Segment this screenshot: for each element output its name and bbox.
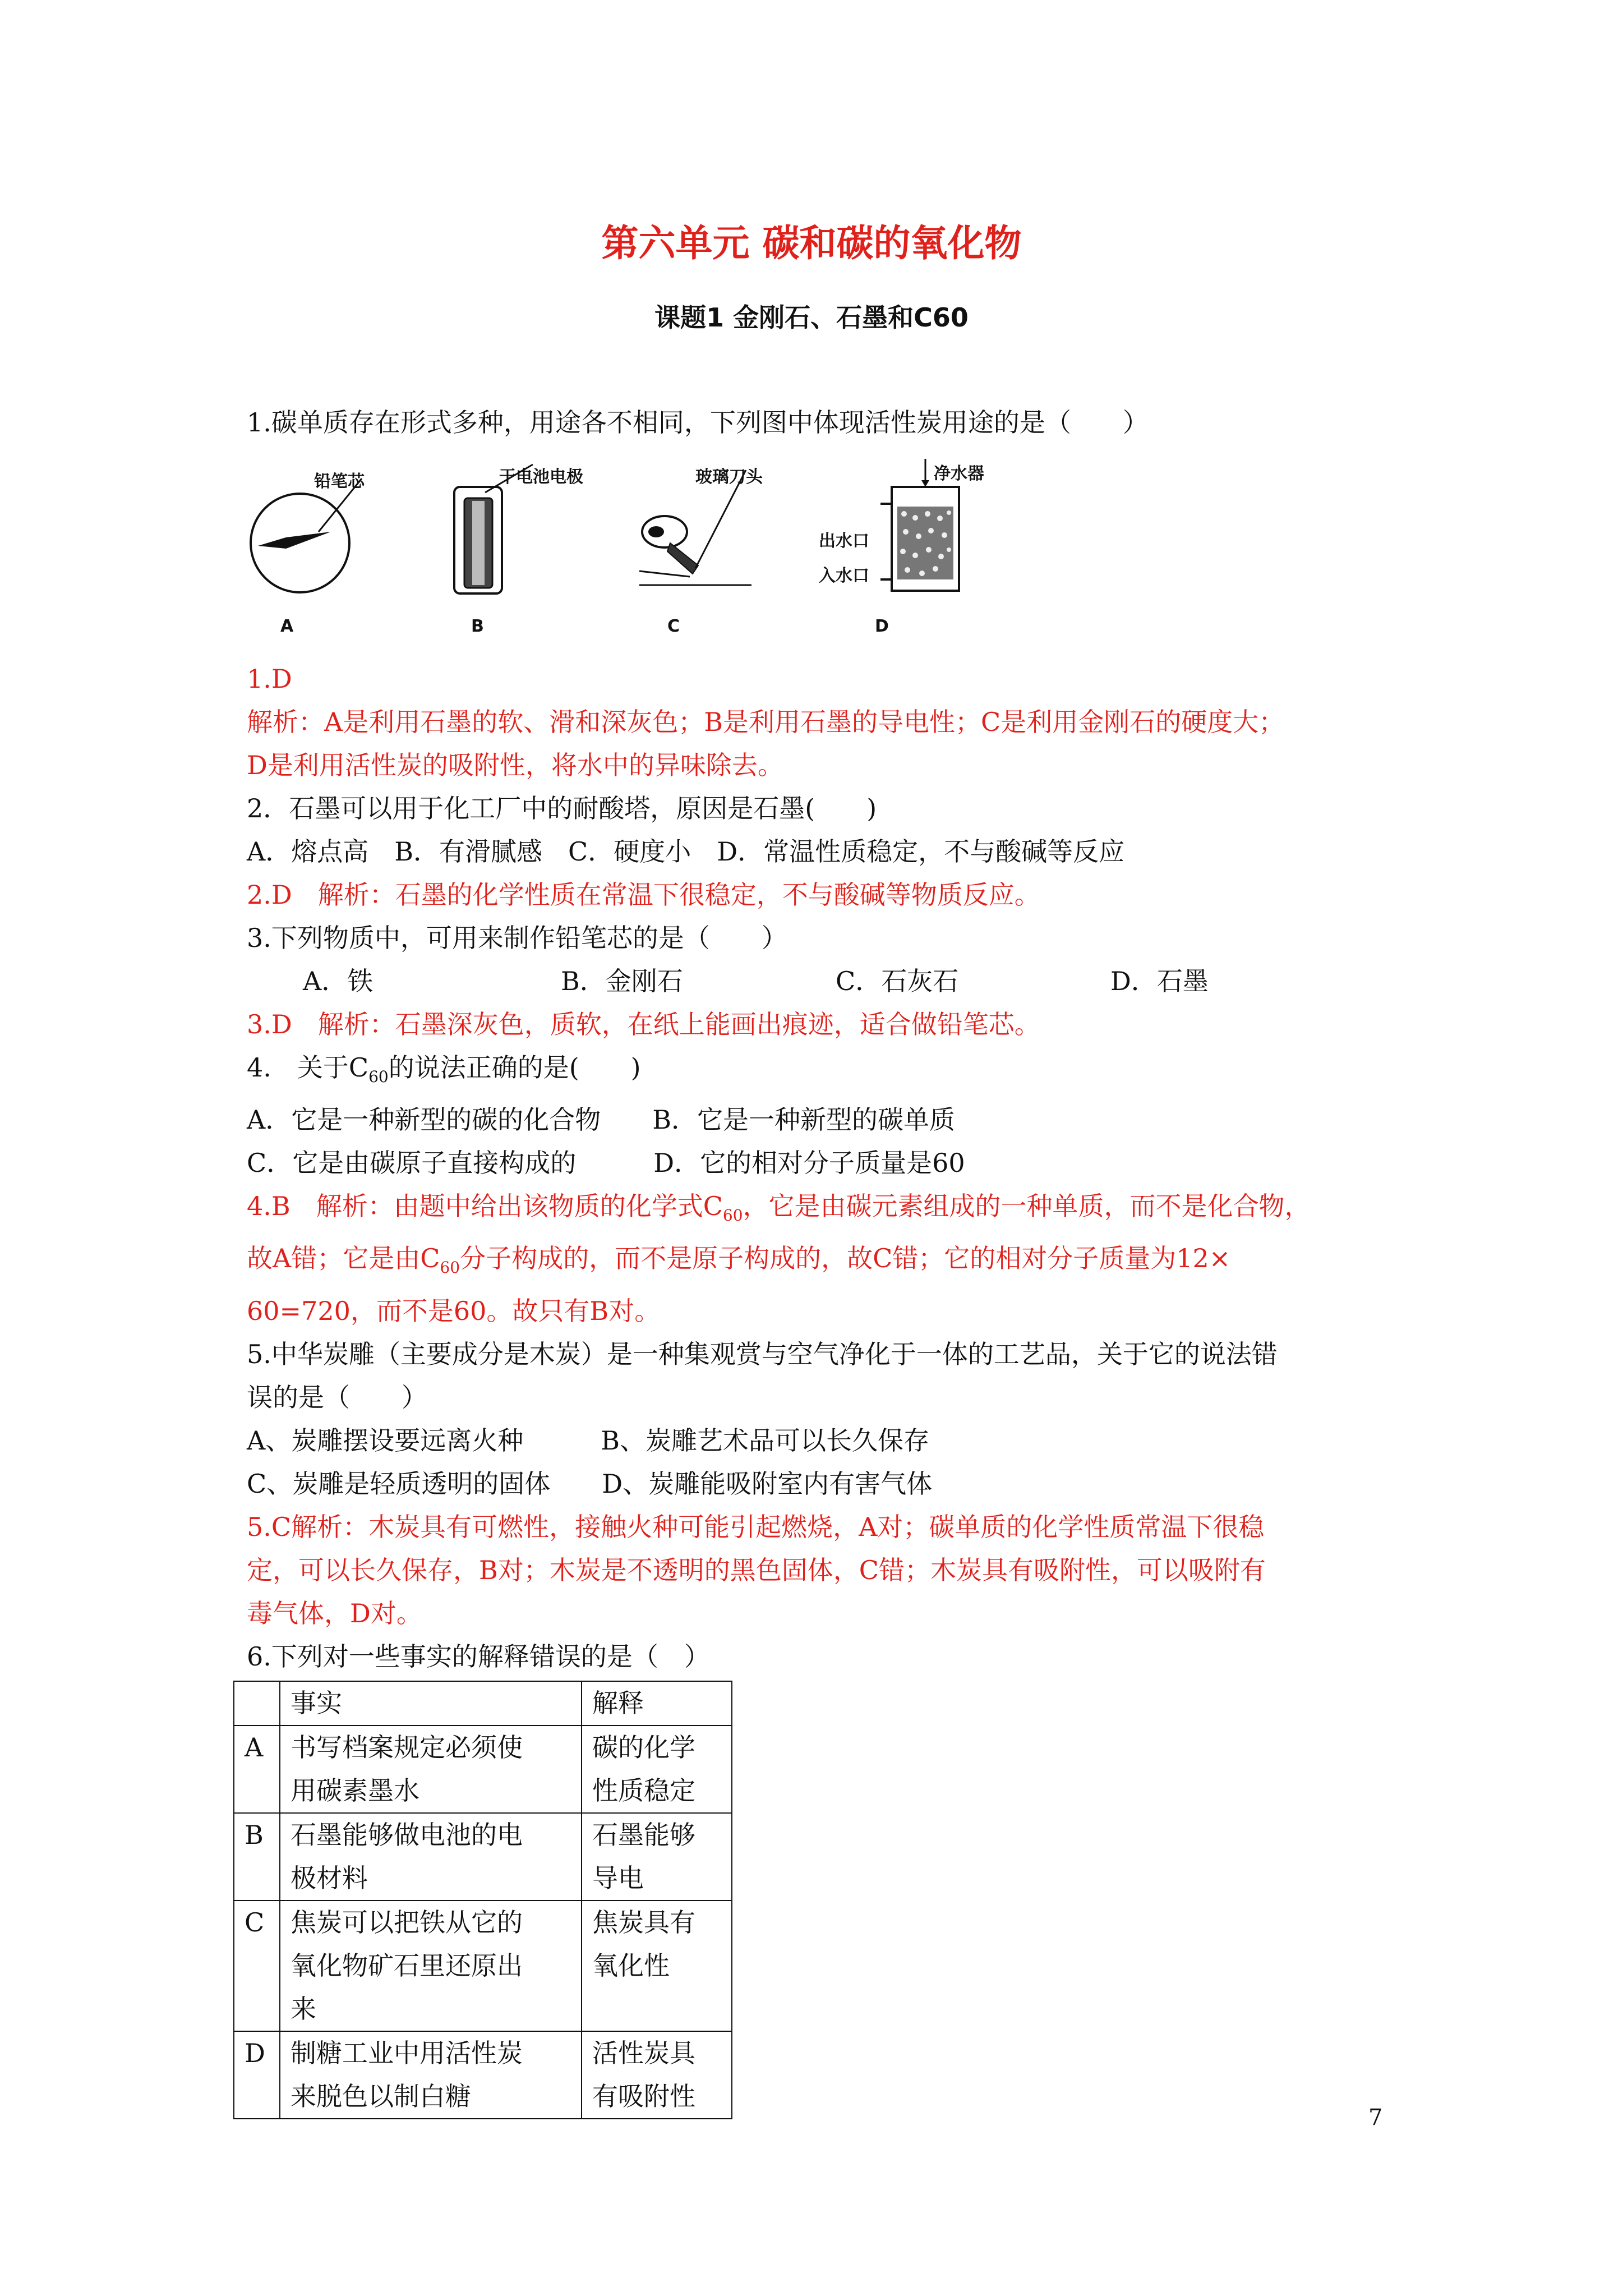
figure-a-label: 铅笔芯 — [314, 472, 365, 491]
q5-answer-line: 定，可以长久保存，B对；木炭是不透明的黑色固体，C错；木炭具有吸附性，可以吸附有 — [247, 1554, 1266, 1585]
q3-answer: 3.D 解析：石墨深灰色，质软，在纸上能画出痕迹，适合做铅笔芯。 — [247, 1009, 1040, 1039]
q3-options — [247, 960, 1402, 1003]
q4-answer-line3: 60=720，而不是60。故只有B对。 — [247, 1295, 661, 1326]
q1-figures — [247, 448, 1402, 655]
table-row — [234, 1901, 732, 2031]
row-letter: B — [234, 1813, 280, 1901]
q1-analysis-line: 解析：A是利用石墨的软、滑和深灰色；B是利用石墨的导电性；C是利用金刚石的硬度大； — [247, 707, 1285, 737]
content — [247, 401, 1402, 2119]
figure-d-letter: D — [875, 616, 889, 636]
q5-question-line: 误的是（ ） — [247, 1382, 427, 1412]
row-explanation: 碳的化学 性质稳定 — [582, 1726, 732, 1813]
row-letter: A — [234, 1726, 280, 1813]
figure-b-letter: B — [471, 616, 484, 636]
q5-options-line2: C、炭雕是轻质透明的固体 D、炭雕能吸附室内有害气体 — [247, 1468, 933, 1499]
q5-question-line: 5.中华炭雕（主要成分是木炭）是一种集观赏与空气净化于一体的工艺品，关于它的说法错 — [247, 1338, 1278, 1369]
row-letter: C — [234, 1901, 280, 2031]
row-explanation: 活性炭具 有吸附性 — [582, 2031, 732, 2119]
unit-title: 第六单元 碳和碳的氧化物 — [601, 222, 1022, 265]
q4-answer-line1: 4.B 解析：由题中给出该物质的化学式$C_{60}$，它是由碳元素组成的一种单质，而不是化合物， — [247, 1191, 1311, 1225]
table-row — [234, 1726, 732, 1813]
table-header-row — [234, 1681, 732, 1726]
q2-question: 2．石墨可以用于化工厂中的耐酸塔，原因是石墨( ) — [247, 793, 877, 823]
figure-b-label: 干电池电极 — [499, 467, 583, 487]
q1-question: 1.碳单质存在形式多种，用途各不相同，下列图中体现活性炭用途的是（ ） — [247, 407, 1149, 438]
row-fact: 焦炭可以把铁从它的 氧化物矿石里还原出 来 — [280, 1901, 582, 2031]
q3-option-d: D．石墨 — [1110, 966, 1209, 996]
q4-answer-line2: 故A错；它是由$C_{60}$分子构成的，而不是原子构成的，故C错；它的相对分子质量为12× — [247, 1243, 1231, 1277]
q3-question: 3.下列物质中，可用来制作铅笔芯的是（ ） — [247, 923, 787, 953]
figure-a-letter: A — [280, 616, 294, 636]
q3-option-c: C．石灰石 — [836, 966, 959, 996]
q5-answer-line: 毒气体，D对。 — [247, 1598, 422, 1628]
page-number: 7 — [1368, 2105, 1383, 2131]
figure-c-letter: C — [667, 616, 680, 636]
figure-d-outlet-label: 出水口 — [819, 531, 869, 551]
q1-answer: 1.D — [247, 664, 292, 694]
figure-d-inlet-label: 入水口 — [819, 566, 869, 586]
q4-question: 4. 关于$C_{60}$的说法正确的是( ) — [247, 1052, 641, 1087]
q3-option-b: B．金刚石 — [561, 966, 683, 996]
figure-c-label: 玻璃刀头 — [695, 467, 763, 487]
q4-options-line1: A．它是一种新型的碳的化合物 B．它是一种新型的碳单质 — [247, 1105, 956, 1135]
header-letter-cell — [234, 1681, 280, 1726]
q2-answer: 2.D 解析：石墨的化学性质在常温下很稳定，不与酸碱等物质反应。 — [247, 880, 1040, 910]
lesson-subtitle: 课题1 金刚石、石墨和C60 — [654, 302, 969, 333]
q2-options: A．熔点高 B．有滑腻感 C．硬度小 D．常温性质稳定，不与酸碱等反应 — [247, 836, 1125, 867]
row-explanation: 石墨能够 导电 — [582, 1813, 732, 1901]
row-fact: 书写档案规定必须使 用碳素墨水 — [280, 1726, 582, 1813]
row-fact: 制糖工业中用活性炭 来脱色以制白糖 — [280, 2031, 582, 2119]
row-fact: 石墨能够做电池的电 极材料 — [280, 1813, 582, 1901]
figure-b-battery — [437, 448, 606, 650]
figure-d-water-purifier — [808, 448, 1009, 650]
row-letter: D — [234, 2031, 280, 2119]
q3-option-a: A．铁 — [303, 966, 374, 996]
facts-table — [233, 1681, 732, 2119]
q5-answer-line: 5.C解析：木炭具有可燃性，接触火种可能引起燃烧，A对；碳单质的化学性质常温下很稳 — [247, 1511, 1265, 1542]
figure-a-pencil — [247, 448, 393, 650]
figure-d-label: 净水器 — [934, 464, 984, 484]
q4-options-line2: C．它是由碳原子直接构成的 D．它的相对分子质量是60 — [247, 1148, 965, 1179]
figure-c-glass-cutter — [617, 448, 796, 650]
table-row — [234, 2031, 732, 2119]
table-row — [234, 1813, 732, 1901]
header-explanation-cell: 解释 — [582, 1681, 732, 1726]
header-fact-cell: 事实 — [280, 1681, 582, 1726]
q1-analysis-line: D是利用活性炭的吸附性，将水中的异味除去。 — [247, 750, 783, 780]
q5-options-line1: A、炭雕摆设要远离火种 B、炭雕艺术品可以长久保存 — [247, 1425, 930, 1456]
q6-question: 6.下列对一些事实的解释错误的是（ ） — [247, 1641, 710, 1672]
row-explanation: 焦炭具有 氧化性 — [582, 1901, 732, 2031]
